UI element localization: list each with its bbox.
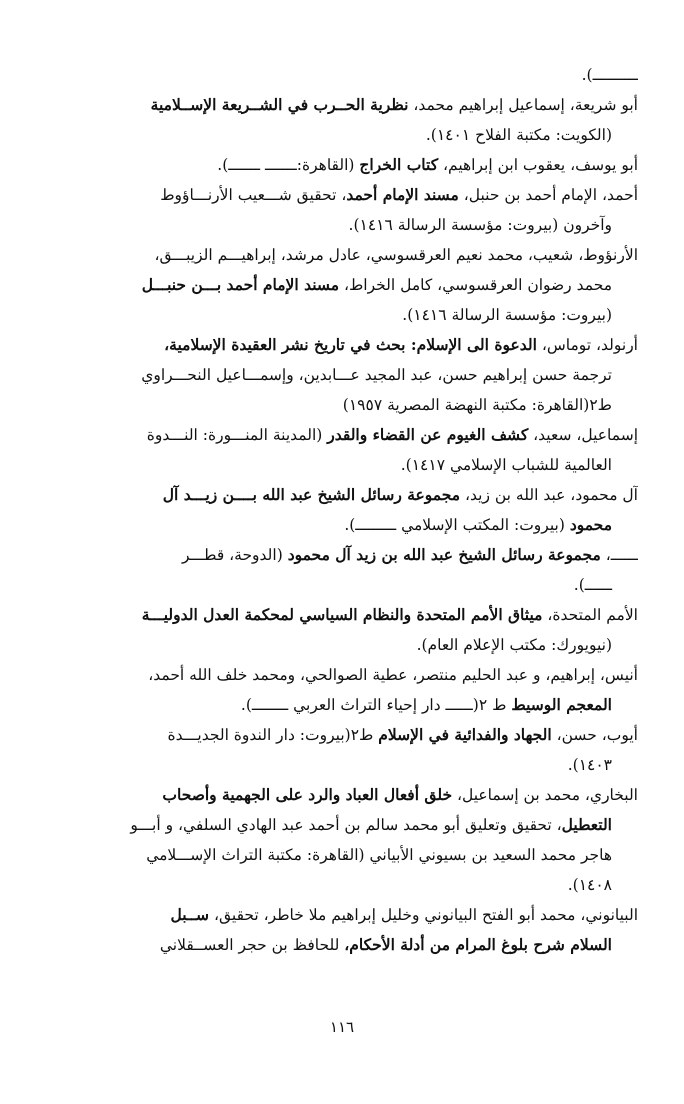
bibliography-entry — [40, 180, 638, 240]
entry-line — [40, 600, 638, 630]
entry-line — [40, 420, 638, 450]
entry-line — [40, 450, 638, 480]
entry-line — [40, 510, 638, 540]
entry-text: (بيروت: المكتب الإسلامي ـــــــــ). — [344, 516, 570, 534]
bibliography-entry — [40, 90, 638, 150]
bibliography-entry — [40, 480, 638, 540]
book-title: مسند الإمام أحمد — [346, 185, 459, 204]
entry-line — [40, 120, 638, 150]
entry-line — [40, 90, 638, 120]
entry-text: الأمم المتحدة، — [542, 606, 638, 624]
bibliography-entry — [40, 60, 638, 90]
book-title: محمود — [569, 515, 612, 534]
entry-text: ، تحقيق وتعليق أبو محمد سالم بن أحمد عبد الهادي السلفي، و أبـــو — [130, 816, 562, 834]
book-title: ســبل — [170, 905, 210, 924]
entry-line — [40, 390, 638, 420]
bibliography-entry — [40, 780, 638, 900]
entry-text: (نيويورك: مكتب الإعلام العام). — [416, 636, 612, 654]
entry-text: ــــــ). — [573, 576, 612, 594]
bibliography-entry — [40, 900, 638, 960]
entry-text: ط ٢(ــــــ دار إحياء التراث العربي ــــــــ). — [240, 696, 512, 714]
book-title: نظرية الحــرب في الشــريعة الإســلامية — [150, 95, 409, 114]
entry-text: للحافظ بن حجر العســقلاني — [159, 936, 345, 954]
entry-text: أبو يوسف، يعقوب ابن إبراهيم، — [438, 156, 638, 174]
bibliography-entry — [40, 150, 638, 180]
entry-text: ترجمة حسن إبراهيم حسن، عبد المجيد عـــابدين، وإسمـــاعيل النحـــراوي — [141, 366, 612, 384]
entry-line — [40, 270, 638, 300]
entry-line — [40, 840, 638, 870]
book-title: السلام شرح بلوغ المرام من أدلة الأحكام، — [344, 935, 612, 954]
book-title: كشف الغيوم عن القضاء والقدر — [327, 425, 529, 444]
entry-line — [40, 930, 638, 960]
entry-line — [40, 900, 638, 930]
bibliography-entry — [40, 240, 638, 330]
entry-line — [40, 330, 638, 360]
book-title: الجهاد والفدائية في الإسلام — [378, 725, 552, 744]
entry-line — [40, 720, 638, 750]
bibliography-list — [40, 60, 638, 960]
entry-line — [40, 300, 638, 330]
entry-text: البيانوني، محمد أبو الفتح البيانوني وخليل إبراهيم ملا خاطر، تحقيق، — [209, 906, 638, 924]
bibliography-entry — [40, 420, 638, 480]
bibliography-entry — [40, 600, 638, 660]
entry-text: ط٢(بيروت: دار الندوة الجديـــدة — [167, 726, 379, 744]
entry-line — [40, 60, 638, 90]
entry-text: (الدوحة، قطـــر — [181, 546, 288, 564]
entry-text: (بيروت: مؤسسة الرسالة ١٤١٦). — [402, 306, 612, 324]
entry-line — [40, 690, 638, 720]
entry-line — [40, 180, 638, 210]
entry-text: محمد رضوان العرقسوسي، كامل الخراط، — [339, 276, 612, 294]
entry-line — [40, 150, 638, 180]
entry-line — [40, 750, 638, 780]
entry-text: أحمد، الإمام أحمد بن حنبل، — [458, 186, 638, 204]
entry-text: آل محمود، عبد الله بن زيد، — [460, 486, 638, 504]
entry-text: ١٤٠٨). — [567, 876, 612, 894]
entry-text: أرنولد، توماس، — [536, 336, 638, 354]
entry-text: البخاري، محمد بن إسماعيل، — [452, 786, 638, 804]
bibliography-entry — [40, 540, 638, 600]
book-title: التعطيل — [561, 815, 612, 834]
entry-text: أبو شريعة، إسماعيل إبراهيم محمد، — [408, 96, 638, 114]
entry-line — [40, 810, 638, 840]
entry-text: ط٢(القاهرة: مكتبة النهضة المصرية ١٩٥٧) — [342, 396, 612, 414]
entry-text: ــــــــــ). — [581, 66, 638, 84]
entry-line — [40, 240, 638, 270]
bibliography-entry — [40, 660, 638, 720]
entry-text: (المدينة المنـــورة: النـــدوة — [146, 426, 328, 444]
entry-text: ، تحقيق شـــعيب الأرنـــاؤوط — [160, 186, 347, 204]
entry-text: إسماعيل، سعيد، — [528, 426, 638, 444]
book-title: مسند الإمام أحمد بـــن حنبـــل — [141, 275, 340, 294]
entry-text: العالمية للشباب الإسلامي ١٤١٧). — [400, 456, 612, 474]
bibliography-entry — [40, 330, 638, 420]
book-title: المعجم الوسيط — [511, 695, 612, 714]
entry-text: أنيس، إبراهيم، و عبد الحليم منتصر، عطية الصوالحي، ومحمد خلف الله أحمد، — [148, 666, 638, 684]
entry-text: أيوب، حسن، — [551, 726, 638, 744]
bibliography-entry — [40, 720, 638, 780]
entry-text: (الكويت: مكتبة الفلاح ١٤٠١). — [425, 126, 612, 144]
book-title: مجموعة رسائل الشيخ عبد الله بــــن زيـــد آل — [162, 485, 461, 504]
book-title: مجموعة رسائل الشيخ عبد الله بن زيد آل محمود — [287, 545, 601, 564]
book-title: كتاب الخراج — [359, 155, 439, 174]
entry-line — [40, 870, 638, 900]
book-title: ميثاق الأمم المتحدة والنظام السياسي لمحكمة العدل الدوليـــة — [141, 605, 543, 624]
entry-line — [40, 540, 638, 570]
entry-line — [40, 210, 638, 240]
entry-line — [40, 360, 638, 390]
entry-text: ١٤٠٣). — [567, 756, 612, 774]
entry-text: (القاهرة:ـــــــ ـــــــ). — [217, 156, 360, 174]
book-title: خلق أفعال العباد والرد على الجهمية وأصحاب — [162, 785, 453, 804]
entry-line — [40, 780, 638, 810]
entry-line — [40, 570, 638, 600]
entry-text: هاجر محمد السعيد بن بسيوني الأبياني (القاهرة: مكتبة التراث الإســـلامي — [146, 846, 612, 864]
entry-text: وآخرون (بيروت: مؤسسة الرسالة ١٤١٦). — [348, 216, 612, 234]
entry-line — [40, 660, 638, 690]
entry-line — [40, 630, 638, 660]
entry-text: الأرنؤوط، شعيب، محمد نعيم العرقسوسي، عادل مرشد، إبراهيـــم الزيبـــق، — [154, 246, 638, 264]
entry-text: ــــــ، — [600, 546, 638, 564]
entry-line — [40, 480, 638, 510]
book-title: الدعوة الى الإسلام: بحث في تاريخ نشر العقيدة الإسلامية، — [164, 335, 537, 354]
page-number: ١١٦ — [329, 1018, 355, 1036]
